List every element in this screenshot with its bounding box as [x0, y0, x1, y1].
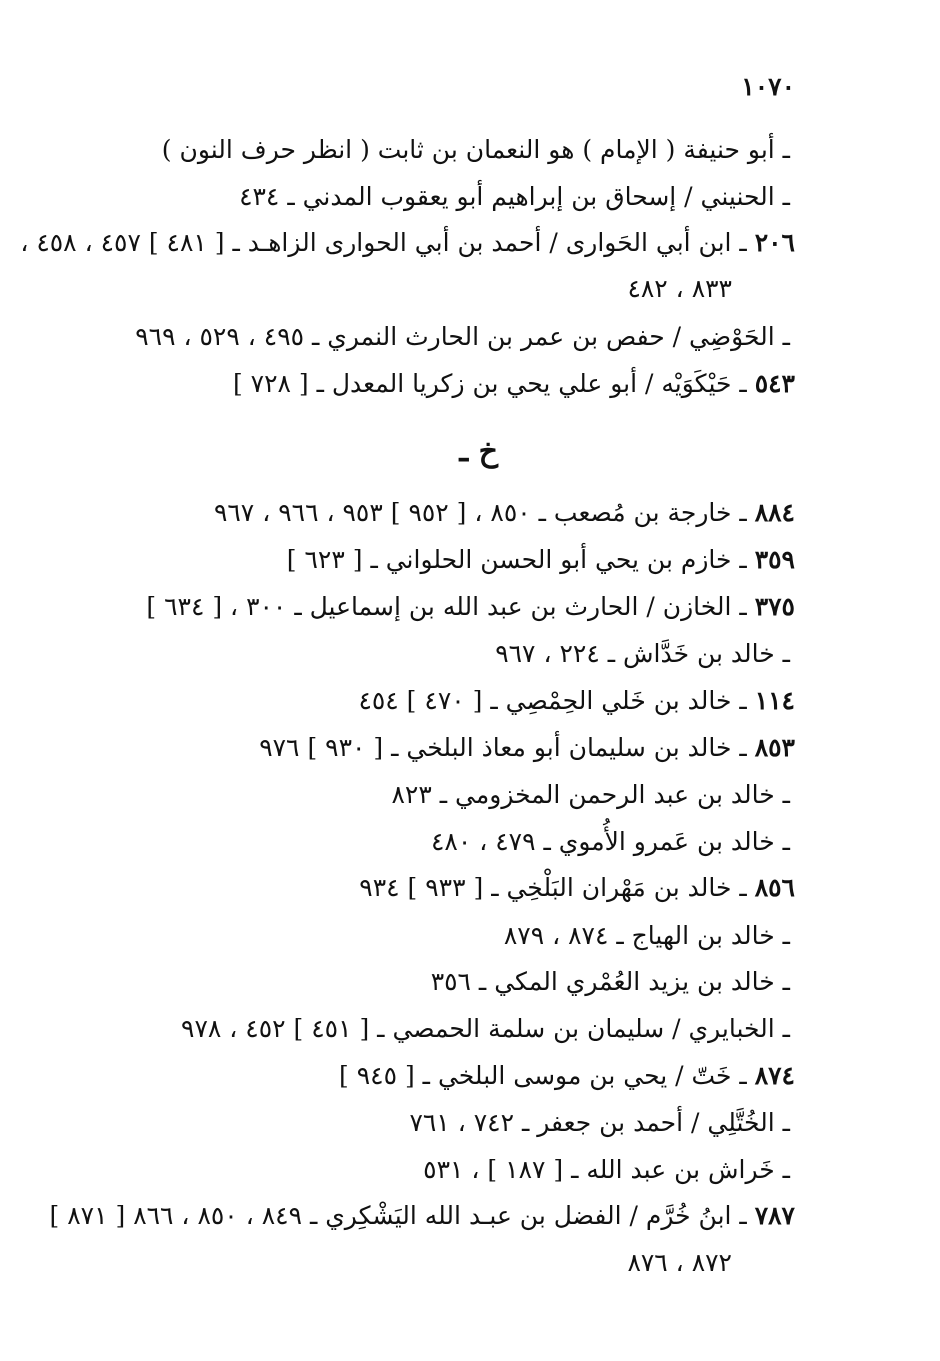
- entry-text: ـ خالد بن الهياج ـ ٨٧٤ ، ٨٧٩: [503, 921, 790, 950]
- entry-text: ـ حَيْكَوَيْه / أبو علي يحي بن زكريا المعدل ـ [ ٧٢٨ ]: [232, 369, 755, 398]
- index-entry: [423, 1155, 790, 1185]
- entry-number: ٨٧٤: [754, 1061, 795, 1090]
- entry-text: ـ خَتّ / يحي بن موسى البلخي ـ [ ٩٤٥ ]: [339, 1061, 755, 1090]
- entry-text: ٨٣٣ ، ٤٨٢: [627, 274, 732, 303]
- page-number: ١٠٧٠: [741, 72, 795, 101]
- entry-text: ـ خَراش بن عبد الله ـ [ ١٨٧ ] ، ٥٣١: [423, 1155, 790, 1184]
- index-entry: [392, 780, 791, 810]
- entry-continuation: [627, 274, 732, 304]
- entry-text: ـ خالد بن عَمرو الأُموي ـ ٤٧٩ ، ٤٨٠: [430, 827, 790, 856]
- entry-text: ـ الخازن / الحارث بن عبد الله بن إسماعيل ـ ٣٠٠ ، [ ٦٣٤ ]: [146, 592, 755, 621]
- entry-text: ـ أبو حنيفة ( الإمام ) هو النعمان بن ثابت ( انظر حرف النون ): [161, 135, 790, 164]
- index-entry: [504, 921, 790, 951]
- index-entry: [20, 228, 795, 258]
- entry-text: ـ خالد بن سليمان أبو معاذ البلخي ـ [ ٩٣٠ ] ٩٧٦: [259, 733, 755, 762]
- entry-number: ٣٧٥: [754, 592, 795, 621]
- index-entry: [287, 545, 795, 575]
- entry-text: ـ خارجة بن مُصعب ـ ٨٥٠ ، [ ٩٥٢ ] ٩٥٣ ، ٩٦٦ ، ٩٦٧: [213, 498, 755, 527]
- index-entry: [162, 135, 790, 165]
- entry-text: ـ ابن أبي الحَوارى / أحمد بن أبي الحوارى الزاهـد ـ [ ٤٨١ ] ٤٥٧ ، ٤٥٨ ،: [20, 228, 755, 257]
- entry-text: ـ خالد بن عبد الرحمن المخزومي ـ ٨٢٣: [391, 780, 790, 809]
- index-entry: [409, 1108, 790, 1138]
- entry-number: ٥٤٣: [754, 369, 795, 398]
- index-entry: [495, 639, 790, 669]
- index-entry: [259, 733, 795, 763]
- entry-number: ٣٥٩: [754, 545, 795, 574]
- index-entry: [239, 182, 790, 212]
- entry-number: ٨٥٦: [754, 873, 795, 902]
- entry-text: ـ خالد بن مَهْران البَلْخِي ـ [ ٩٣٣ ] ٩٣٤: [359, 873, 755, 902]
- entry-text: ـ خالد بن يزيد العُمْري المكي ـ ٣٥٦: [430, 967, 790, 996]
- entry-number: ٨٥٣: [754, 733, 795, 762]
- entry-number: ٧٨٧: [754, 1201, 795, 1230]
- index-entry: [431, 967, 790, 997]
- entry-text: ٨٧٢ ، ٨٧٦: [627, 1248, 732, 1277]
- index-entry: [214, 498, 795, 528]
- entry-text: ـ الخُتَّلِي / أحمد بن جعفر ـ ٧٤٢ ، ٧٦١: [409, 1108, 790, 1137]
- entry-number: ٢٠٦: [754, 228, 795, 257]
- entry-text: ـ الحَوْضِي / حفص بن عمر بن الحارث النمري ـ ٤٩٥ ، ٥٢٩ ، ٩٦٩: [135, 322, 790, 351]
- index-entry: [146, 592, 795, 622]
- entry-number: ١١٤: [754, 686, 795, 715]
- index-entry: [339, 1061, 795, 1091]
- index-entry: [181, 1014, 790, 1044]
- index-entry: [359, 873, 795, 903]
- entry-continuation: [627, 1248, 732, 1278]
- entry-number: ٨٨٤: [754, 498, 795, 527]
- entry-text: ـ خالد بن خَلي الحِمْصِي ـ [ ٤٧٠ ] ٤٥٤: [358, 686, 755, 715]
- entry-text: ـ خازم بن يحي أبو الحسن الحلواني ـ [ ٦٢٣ ]: [286, 545, 755, 574]
- entry-text: ـ الحنيني / إسحاق بن إبراهيم أبو يعقوب المدني ـ ٤٣٤: [239, 182, 790, 211]
- index-entry: [50, 1201, 795, 1231]
- entry-text: ـ ابنُ خُرَّم / الفضل بن عبـد الله اليَشْكِري ـ ٨٤٩ ، ٨٥٠ ، ٨٦٦ [ ٨٧١ ]: [49, 1201, 755, 1230]
- section-heading: خ ـ: [459, 434, 498, 469]
- index-entry: [431, 827, 790, 857]
- index-entry: [233, 369, 795, 399]
- index-entry: [135, 322, 790, 352]
- entry-text: ـ خالد بن خَدَّاش ـ ٢٢٤ ، ٩٦٧: [495, 639, 790, 668]
- index-entry: [358, 686, 795, 716]
- entry-text: ـ الخبايري / سليمان بن سلمة الحمصي ـ [ ٤٥١ ] ٤٥٢ ، ٩٧٨: [181, 1014, 790, 1043]
